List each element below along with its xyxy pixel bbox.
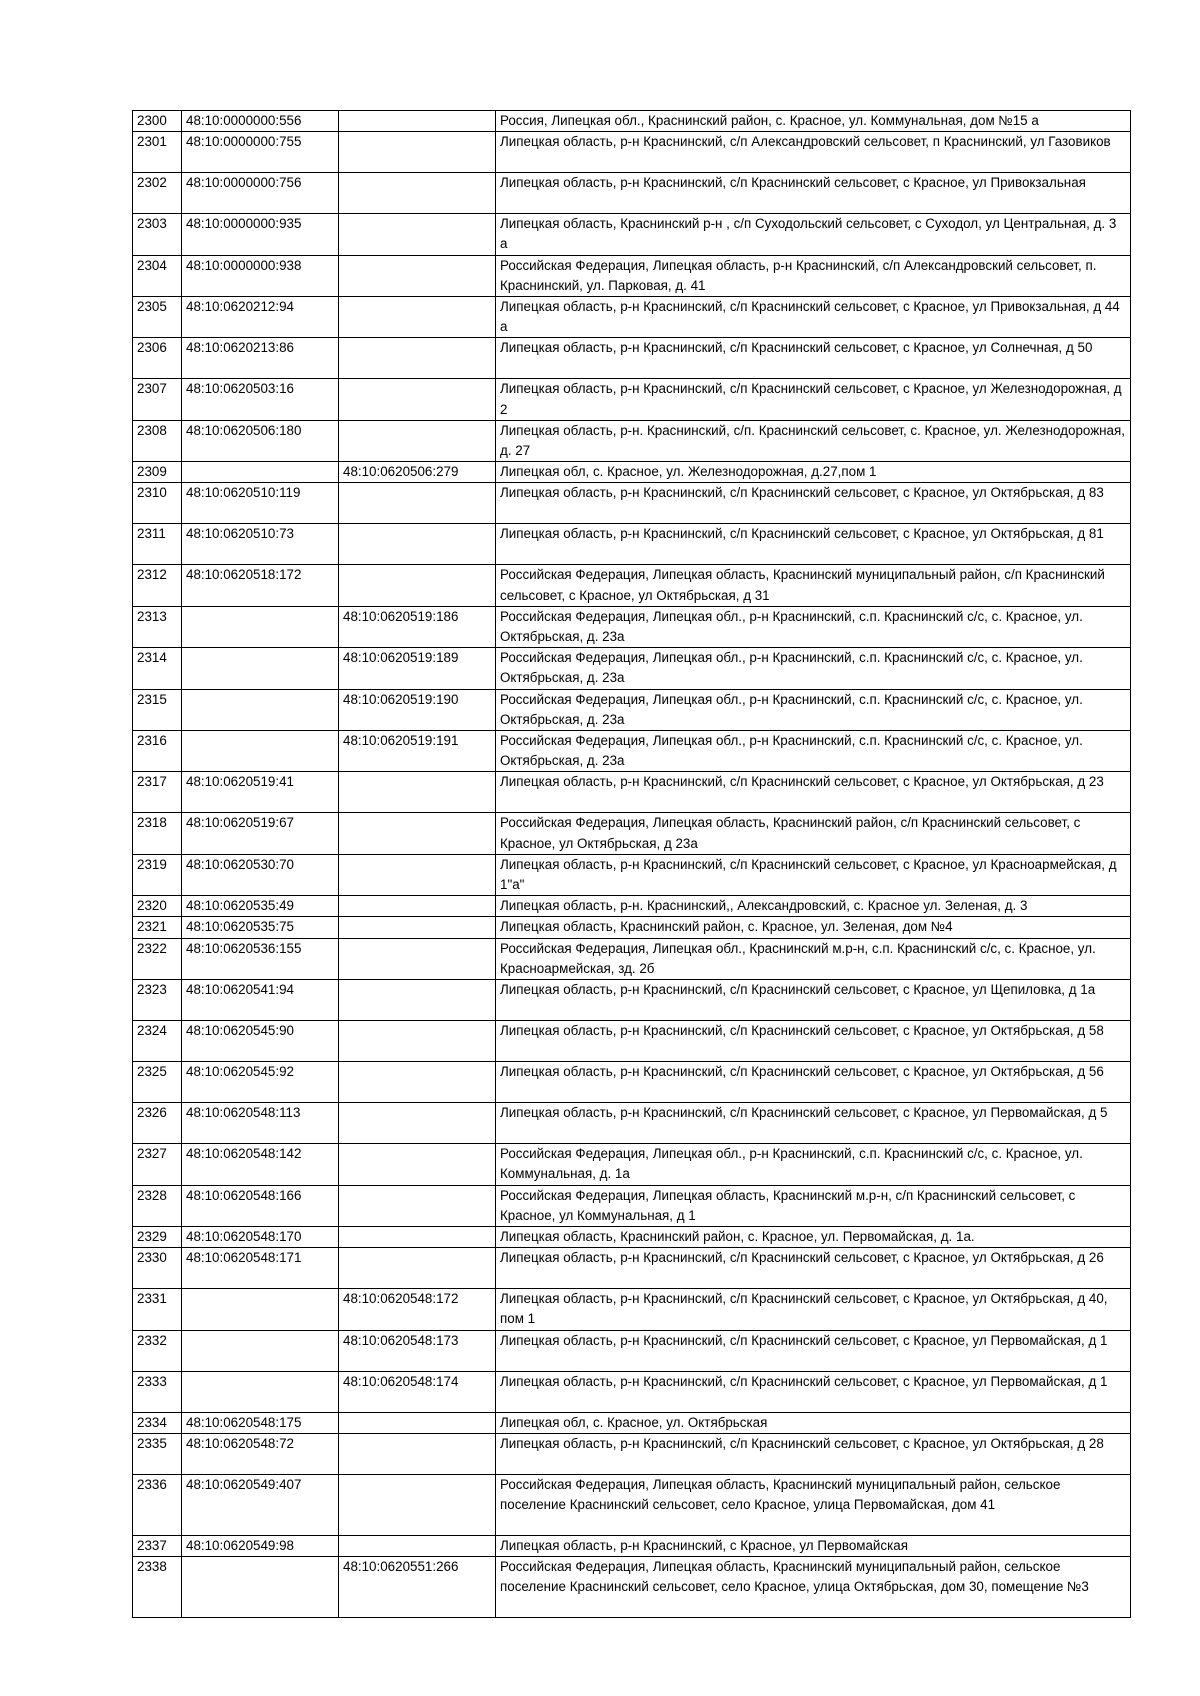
address-cell: Российская Федерация, Липецкая область, Краснинский муниципальный район, с/п Краснинский сельсовет, с Красное, ул Октябрьская, д 31 — [496, 565, 1131, 606]
table-row — [133, 1371, 1131, 1412]
land-cadastral-number-cell: 48:10:0620535:75 — [182, 917, 339, 938]
table-row — [133, 1535, 1131, 1556]
row-number-cell: 2320 — [133, 896, 182, 917]
address-cell: Липецкая область, р-н Краснинский, с/п Краснинский сельсовет, с Красное, ул Красноармейская, д 1"а" — [496, 854, 1131, 895]
object-cadastral-number-cell: 48:10:0620519:189 — [339, 648, 496, 689]
row-number-cell: 2317 — [133, 772, 182, 813]
object-cadastral-number-cell — [339, 1103, 496, 1144]
row-number-cell: 2337 — [133, 1535, 182, 1556]
object-cadastral-number-cell — [339, 854, 496, 895]
object-cadastral-number-cell — [339, 1474, 496, 1535]
object-cadastral-number-cell — [339, 1433, 496, 1474]
row-number-cell: 2332 — [133, 1330, 182, 1371]
address-cell: Липецкая область, р-н Краснинский, с/п Краснинский сельсовет, с Красное, ул Первомайская, д 5 — [496, 1103, 1131, 1144]
object-cadastral-number-cell — [339, 214, 496, 255]
row-number-cell: 2314 — [133, 648, 182, 689]
land-cadastral-number-cell — [182, 1330, 339, 1371]
land-cadastral-number-cell: 48:10:0000000:556 — [182, 111, 339, 132]
row-number-cell: 2306 — [133, 338, 182, 379]
table-row — [133, 297, 1131, 338]
land-cadastral-number-cell — [182, 648, 339, 689]
address-cell: Российская Федерация, Липецкая область, Краснинский муниципальный район, сельское поселение Краснинский сельсовет, село Красное, улица Октябрьская, дом 30, помещение №3 — [496, 1556, 1131, 1617]
row-number-cell: 2307 — [133, 379, 182, 420]
row-number-cell: 2322 — [133, 938, 182, 979]
land-cadastral-number-cell: 48:10:0620548:113 — [182, 1103, 339, 1144]
object-cadastral-number-cell — [339, 111, 496, 132]
table-row — [133, 565, 1131, 606]
address-cell: Липецкая область, р-н Краснинский, с/п Краснинский сельсовет, с Красное, ул Октябрьская, д 40, пом 1 — [496, 1289, 1131, 1330]
table-row — [133, 1062, 1131, 1103]
land-cadastral-number-cell: 48:10:0620548:72 — [182, 1433, 339, 1474]
object-cadastral-number-cell — [339, 1185, 496, 1226]
table-row — [133, 420, 1131, 461]
row-number-cell: 2333 — [133, 1371, 182, 1412]
land-cadastral-number-cell: 48:10:0620548:166 — [182, 1185, 339, 1226]
address-cell: Липецкая область, р-н. Краснинский,, Александровский, с. Красное ул. Зеленая, д. 3 — [496, 896, 1131, 917]
address-cell: Липецкая область, Краснинский район, с. Красное, ул. Зеленая, дом №4 — [496, 917, 1131, 938]
object-cadastral-number-cell: 48:10:0620506:279 — [339, 462, 496, 483]
object-cadastral-number-cell — [339, 524, 496, 565]
address-cell: Липецкая область, р-н Краснинский, с/п Краснинский сельсовет, с Красное, ул Железнодорожная, д 2 — [496, 379, 1131, 420]
table-row — [133, 1021, 1131, 1062]
table-row — [133, 917, 1131, 938]
land-cadastral-number-cell — [182, 1289, 339, 1330]
land-cadastral-number-cell: 48:10:0000000:756 — [182, 173, 339, 214]
row-number-cell: 2304 — [133, 255, 182, 296]
land-cadastral-number-cell: 48:10:0620519:41 — [182, 772, 339, 813]
land-cadastral-number-cell: 48:10:0620548:142 — [182, 1144, 339, 1185]
address-cell: Липецкая область, р-н Краснинский, с/п Краснинский сельсовет, с Красное, ул Первомайская, д 1 — [496, 1371, 1131, 1412]
land-cadastral-number-cell: 48:10:0620518:172 — [182, 565, 339, 606]
row-number-cell: 2327 — [133, 1144, 182, 1185]
land-cadastral-number-cell: 48:10:0620212:94 — [182, 297, 339, 338]
address-cell: Липецкая область, р-н Краснинский, с/п Александровский сельсовет, п Краснинский, ул Газовиков — [496, 132, 1131, 173]
address-cell: Липецкая область, р-н Краснинский, с Красное, ул Первомайская — [496, 1535, 1131, 1556]
address-cell: Российская Федерация, Липецкая область, Краснинский м.р-н, с/п Краснинский сельсовет, с Красное, ул Коммунальная, д 1 — [496, 1185, 1131, 1226]
row-number-cell: 2326 — [133, 1103, 182, 1144]
row-number-cell: 2318 — [133, 813, 182, 854]
object-cadastral-number-cell — [339, 896, 496, 917]
address-cell: Российская Федерация, Липецкая область, р-н Краснинский, с/п Александровский сельсовет, п. Краснинский, ул. Парковая, д. 41 — [496, 255, 1131, 296]
land-cadastral-number-cell: 48:10:0620549:98 — [182, 1535, 339, 1556]
land-cadastral-number-cell — [182, 606, 339, 647]
object-cadastral-number-cell — [339, 255, 496, 296]
land-cadastral-number-cell: 48:10:0620510:119 — [182, 483, 339, 524]
table-row — [133, 689, 1131, 730]
land-cadastral-number-cell: 48:10:0620213:86 — [182, 338, 339, 379]
row-number-cell: 2325 — [133, 1062, 182, 1103]
table-row — [133, 980, 1131, 1021]
object-cadastral-number-cell — [339, 772, 496, 813]
object-cadastral-number-cell — [339, 173, 496, 214]
address-cell: Липецкая область, р-н Краснинский, с/п Краснинский сельсовет, с Красное, ул Октябрьская, д 81 — [496, 524, 1131, 565]
object-cadastral-number-cell: 48:10:0620548:173 — [339, 1330, 496, 1371]
row-number-cell: 2301 — [133, 132, 182, 173]
row-number-cell: 2335 — [133, 1433, 182, 1474]
land-cadastral-number-cell: 48:10:0620530:70 — [182, 854, 339, 895]
row-number-cell: 2338 — [133, 1556, 182, 1617]
table-row — [133, 648, 1131, 689]
land-cadastral-number-cell: 48:10:0620549:407 — [182, 1474, 339, 1535]
object-cadastral-number-cell: 48:10:0620519:190 — [339, 689, 496, 730]
row-number-cell: 2303 — [133, 214, 182, 255]
table-row — [133, 1144, 1131, 1185]
registry-table-body — [133, 111, 1131, 1618]
address-cell: Липецкая область, р-н Краснинский, с/п Краснинский сельсовет, с Красное, ул Солнечная, д 50 — [496, 338, 1131, 379]
table-row — [133, 1103, 1131, 1144]
row-number-cell: 2334 — [133, 1412, 182, 1433]
row-number-cell: 2319 — [133, 854, 182, 895]
table-row — [133, 813, 1131, 854]
row-number-cell: 2312 — [133, 565, 182, 606]
object-cadastral-number-cell — [339, 980, 496, 1021]
table-row — [133, 462, 1131, 483]
address-cell: Липецкая область, р-н Краснинский, с/п Краснинский сельсовет, с Красное, ул Октябрьская, д 56 — [496, 1062, 1131, 1103]
address-cell: Российская Федерация, Липецкая обл., р-н Краснинский, с.п. Краснинский с/с, с. Красное, ул. Октябрьская, д. 23а — [496, 689, 1131, 730]
object-cadastral-number-cell — [339, 565, 496, 606]
object-cadastral-number-cell: 48:10:0620551:266 — [339, 1556, 496, 1617]
address-cell: Липецкая область, р-н Краснинский, с/п Краснинский сельсовет, с Красное, ул Привокзальная — [496, 173, 1131, 214]
land-cadastral-number-cell: 48:10:0000000:938 — [182, 255, 339, 296]
table-row — [133, 1248, 1131, 1289]
land-cadastral-number-cell — [182, 731, 339, 772]
land-cadastral-number-cell: 48:10:0620503:16 — [182, 379, 339, 420]
address-cell: Российская Федерация, Липецкая обл., р-н Краснинский, с.п. Краснинский с/с, с. Красное, ул. Октябрьская, д. 23а — [496, 648, 1131, 689]
address-cell: Россия, Липецкая обл., Краснинский район, с. Красное, ул. Коммунальная, дом №15 а — [496, 111, 1131, 132]
object-cadastral-number-cell — [339, 1144, 496, 1185]
table-row — [133, 1289, 1131, 1330]
table-row — [133, 731, 1131, 772]
object-cadastral-number-cell — [339, 1535, 496, 1556]
address-cell: Российская Федерация, Липецкая обл., р-н Краснинский, с.п. Краснинский с/с, с. Красное, ул. Октябрьская, д. 23а — [496, 606, 1131, 647]
address-cell: Липецкая область, р-н Краснинский, с/п Краснинский сельсовет, с Красное, ул Октябрьская, д 83 — [496, 483, 1131, 524]
object-cadastral-number-cell — [339, 917, 496, 938]
row-number-cell: 2336 — [133, 1474, 182, 1535]
object-cadastral-number-cell — [339, 1412, 496, 1433]
address-cell: Липецкая область, р-н Краснинский, с/п Краснинский сельсовет, с Красное, ул Привокзальная, д 44 а — [496, 297, 1131, 338]
table-row — [133, 1226, 1131, 1247]
land-cadastral-number-cell: 48:10:0620548:171 — [182, 1248, 339, 1289]
address-cell: Российская Федерация, Липецкая обл., р-н Краснинский, с.п. Краснинский с/с, с. Красное, ул. Октябрьская, д. 23а — [496, 731, 1131, 772]
address-cell: Липецкая область, р-н Краснинский, с/п Краснинский сельсовет, с Красное, ул Октябрьская, д 58 — [496, 1021, 1131, 1062]
row-number-cell: 2331 — [133, 1289, 182, 1330]
row-number-cell: 2328 — [133, 1185, 182, 1226]
row-number-cell: 2310 — [133, 483, 182, 524]
land-cadastral-number-cell: 48:10:0620545:92 — [182, 1062, 339, 1103]
land-cadastral-number-cell: 48:10:0620541:94 — [182, 980, 339, 1021]
row-number-cell: 2330 — [133, 1248, 182, 1289]
object-cadastral-number-cell: 48:10:0620548:172 — [339, 1289, 496, 1330]
table-row — [133, 938, 1131, 979]
table-row — [133, 132, 1131, 173]
land-cadastral-number-cell — [182, 689, 339, 730]
row-number-cell: 2302 — [133, 173, 182, 214]
table-row — [133, 524, 1131, 565]
row-number-cell: 2316 — [133, 731, 182, 772]
row-number-cell: 2311 — [133, 524, 182, 565]
table-row — [133, 214, 1131, 255]
address-cell: Липецкая область, р-н Краснинский, с/п Краснинский сельсовет, с Красное, ул Первомайская, д 1 — [496, 1330, 1131, 1371]
land-cadastral-number-cell: 48:10:0620548:170 — [182, 1226, 339, 1247]
object-cadastral-number-cell — [339, 420, 496, 461]
table-row — [133, 1412, 1131, 1433]
address-cell: Липецкая область, р-н. Краснинский, с/п. Краснинский сельсовет, с. Красное, ул. Железнодорожная, д. 27 — [496, 420, 1131, 461]
table-row — [133, 896, 1131, 917]
table-row — [133, 1185, 1131, 1226]
address-cell: Российская Федерация, Липецкая область, Краснинский муниципальный район, сельское поселение Краснинский сельсовет, село Красное, улица Первомайская, дом 41 — [496, 1474, 1131, 1535]
row-number-cell: 2300 — [133, 111, 182, 132]
address-cell: Липецкая область, р-н Краснинский, с/п Краснинский сельсовет, с Красное, ул Октябрьская, д 28 — [496, 1433, 1131, 1474]
row-number-cell: 2324 — [133, 1021, 182, 1062]
table-row — [133, 1474, 1131, 1535]
object-cadastral-number-cell — [339, 483, 496, 524]
table-row — [133, 1433, 1131, 1474]
land-cadastral-number-cell: 48:10:0620519:67 — [182, 813, 339, 854]
table-row — [133, 1556, 1131, 1617]
address-cell: Липецкая область, р-н Краснинский, с/п Краснинский сельсовет, с Красное, ул Октябрьская, д 23 — [496, 772, 1131, 813]
address-cell: Липецкая область, р-н Краснинский, с/п Краснинский сельсовет, с Красное, ул Щепиловка, д 1а — [496, 980, 1131, 1021]
row-number-cell: 2321 — [133, 917, 182, 938]
table-row — [133, 1330, 1131, 1371]
object-cadastral-number-cell — [339, 1062, 496, 1103]
table-row — [133, 111, 1131, 132]
object-cadastral-number-cell: 48:10:0620519:191 — [339, 731, 496, 772]
land-cadastral-number-cell: 48:10:0000000:935 — [182, 214, 339, 255]
land-cadastral-number-cell — [182, 462, 339, 483]
land-cadastral-number-cell: 48:10:0620535:49 — [182, 896, 339, 917]
land-cadastral-number-cell: 48:10:0000000:755 — [182, 132, 339, 173]
land-cadastral-number-cell — [182, 1371, 339, 1412]
land-cadastral-number-cell: 48:10:0620536:155 — [182, 938, 339, 979]
object-cadastral-number-cell — [339, 379, 496, 420]
row-number-cell: 2305 — [133, 297, 182, 338]
table-row — [133, 338, 1131, 379]
land-cadastral-number-cell: 48:10:0620510:73 — [182, 524, 339, 565]
table-row — [133, 379, 1131, 420]
object-cadastral-number-cell — [339, 813, 496, 854]
row-number-cell: 2323 — [133, 980, 182, 1021]
land-cadastral-number-cell — [182, 1556, 339, 1617]
object-cadastral-number-cell — [339, 938, 496, 979]
land-cadastral-number-cell: 48:10:0620506:180 — [182, 420, 339, 461]
address-cell: Липецкая обл, с. Красное, ул. Октябрьская — [496, 1412, 1131, 1433]
object-cadastral-number-cell — [339, 1226, 496, 1247]
object-cadastral-number-cell — [339, 297, 496, 338]
land-cadastral-number-cell: 48:10:0620545:90 — [182, 1021, 339, 1062]
row-number-cell: 2329 — [133, 1226, 182, 1247]
table-row — [133, 854, 1131, 895]
address-cell: Российская Федерация, Липецкая обл., р-н Краснинский, с.п. Краснинский с/с, с. Красное, ул. Коммунальная, д. 1а — [496, 1144, 1131, 1185]
address-cell: Липецкая обл, с. Красное, ул. Железнодорожная, д.27,пом 1 — [496, 462, 1131, 483]
registry-table — [132, 110, 1131, 1618]
object-cadastral-number-cell: 48:10:0620519:186 — [339, 606, 496, 647]
land-cadastral-number-cell: 48:10:0620548:175 — [182, 1412, 339, 1433]
row-number-cell: 2315 — [133, 689, 182, 730]
address-cell: Российская Федерация, Липецкая область, Краснинский район, с/п Краснинский сельсовет, с Красное, ул Октябрьская, д 23а — [496, 813, 1131, 854]
object-cadastral-number-cell — [339, 1248, 496, 1289]
address-cell: Липецкая область, Краснинский р-н , с/п Суходольский сельсовет, с Суходол, ул Центральная, д. 3 а — [496, 214, 1131, 255]
address-cell: Липецкая область, р-н Краснинский, с/п Краснинский сельсовет, с Красное, ул Октябрьская, д 26 — [496, 1248, 1131, 1289]
table-row — [133, 483, 1131, 524]
table-row — [133, 173, 1131, 214]
object-cadastral-number-cell — [339, 338, 496, 379]
row-number-cell: 2308 — [133, 420, 182, 461]
object-cadastral-number-cell — [339, 132, 496, 173]
object-cadastral-number-cell: 48:10:0620548:174 — [339, 1371, 496, 1412]
address-cell: Липецкая область, Краснинский район, с. Красное, ул. Первомайская, д. 1а. — [496, 1226, 1131, 1247]
object-cadastral-number-cell — [339, 1021, 496, 1062]
row-number-cell: 2309 — [133, 462, 182, 483]
table-row — [133, 606, 1131, 647]
row-number-cell: 2313 — [133, 606, 182, 647]
address-cell: Российская Федерация, Липецкая обл., Краснинский м.р-н, с.п. Краснинский с/с, с. Красное, ул. Красноармейская, зд. 2б — [496, 938, 1131, 979]
table-row — [133, 255, 1131, 296]
table-row — [133, 772, 1131, 813]
